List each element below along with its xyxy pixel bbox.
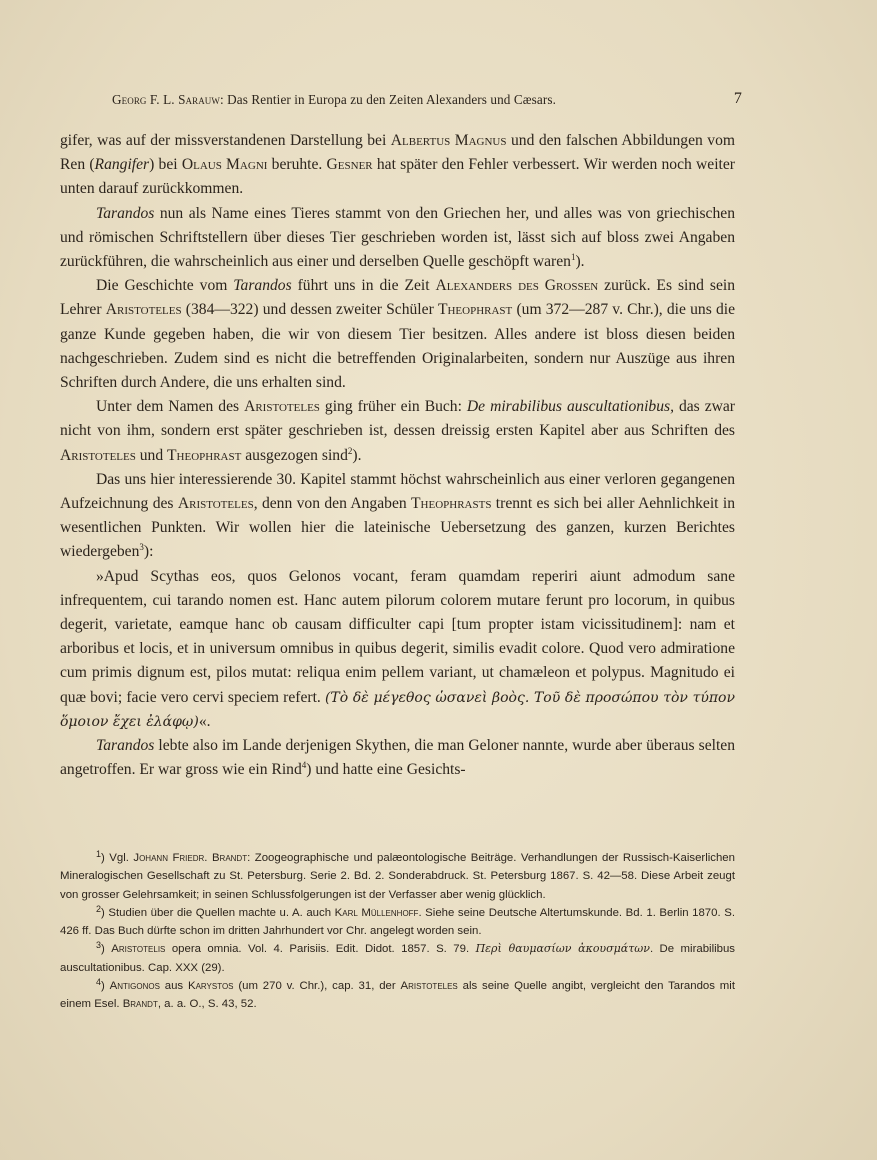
text-run: und xyxy=(135,446,168,464)
header-title: Das Rentier in Europa zu den Zeiten Alexanders und Cæsars. xyxy=(227,92,556,107)
person-name: Aristoteles xyxy=(177,495,254,513)
footnote-2 xyxy=(60,904,735,941)
person-name: Gesner xyxy=(326,156,373,174)
text-run: ) Vgl. xyxy=(101,852,134,864)
text-run: (384—322) und dessen zweiter Schüler xyxy=(181,301,438,319)
person-name: Olaus Magni xyxy=(181,156,268,174)
text-run: , a. a. O., S. 43, 52. xyxy=(157,998,257,1011)
text-run: (um 270 v. Chr.), cap. 31, der xyxy=(233,980,401,993)
text-run: ) xyxy=(101,980,110,993)
footnote-mark: 3 xyxy=(96,940,102,951)
italic-term: Rangifer xyxy=(94,156,150,174)
footnote-mark: 2 xyxy=(96,903,102,914)
footnote-mark: 4 xyxy=(96,977,102,988)
text-run: Das uns hier interessierende 30. Kapitel stammt höchst wahrscheinlich aus einer verloren gegangenen Aufzeichnung des xyxy=(60,470,735,513)
person-name: Aristoteles xyxy=(244,398,320,416)
text-run: beruhte. xyxy=(267,156,327,174)
person-name: Johann Friedr. Brandt xyxy=(133,852,248,864)
person-name: Brandt xyxy=(122,998,158,1011)
person-name: Aristoteles xyxy=(400,980,458,993)
text-run: ): xyxy=(143,543,154,561)
text-run: ) und hatte eine Gesichts- xyxy=(306,761,466,779)
text-run: , denn von den Angaben xyxy=(253,495,412,513)
footnote-3 xyxy=(60,940,735,977)
text-run: ). xyxy=(352,446,362,464)
paragraph-4 xyxy=(60,395,735,468)
person-name: Aristoteles xyxy=(60,446,136,464)
footnote-ref: 2 xyxy=(347,445,353,456)
text-run: ausgezogen sind xyxy=(241,446,348,464)
text-run: Unter dem Namen des xyxy=(96,398,245,416)
page-number: 7 xyxy=(733,90,742,107)
person-name: Theophrast xyxy=(437,301,513,319)
text-run: lebte also im Lande derjenigen Skythen, die man Geloner nannte, wurde aber überaus selten angetroffen. Er war gross wie ein Rind xyxy=(60,737,735,779)
main-text xyxy=(60,129,735,782)
person-name: Alexanders des Grossen xyxy=(435,277,599,295)
footnote-ref: 1 xyxy=(570,252,576,263)
text-run: «. xyxy=(198,712,211,730)
paragraph-5 xyxy=(60,468,735,565)
paragraph-7 xyxy=(60,734,735,782)
text-run: das zwar nicht von ihm, sondern erst später geschrieben ist, dessen dreissig ersten Kapitel aber aus Schriften des xyxy=(60,398,736,440)
text-run: trennt es sich bei aller Aehnlichkeit in wesentlichen Punkten. Wir wollen hier die lateinische Uebersetzung des ganzen, kurzen Berichtes wiedergeben xyxy=(60,495,735,561)
text-run: (um 372—287 v. Chr.), die uns die ganze Kunde gegeben haben, die wir von diesem Tier besitzen. Alles andere ist bloss diesen beiden nachgeschrieben. Zudem sind es nicht die betreffenden Originalarbeiten, sondern nur Auszüge aus ihren Schriften durch Andere, die uns erhalten sind. xyxy=(60,301,736,392)
book-title: De mirabilibus auscultationibus, xyxy=(466,398,674,416)
text-run: . De mirabilibus auscultationibus. Cap. XXX (29). xyxy=(60,943,735,974)
running-header xyxy=(112,92,742,108)
text-run: gifer, was auf der missverstandenen Darstellung bei xyxy=(60,132,391,149)
header-author-last: Sarauw xyxy=(178,92,220,107)
greek-title: Περὶ θαυμασίων ἀκουσμάτων xyxy=(475,942,650,956)
text-run: ) xyxy=(101,943,112,956)
person-name: Aristotelis xyxy=(111,943,166,956)
text-run: als seine Quelle angibt, vergleicht den Tarandos mit einem Esel. xyxy=(60,980,735,1011)
paragraph-3 xyxy=(60,274,735,395)
text-run: aus xyxy=(159,980,188,993)
text-run: opera omnia. Vol. 4. Parisiis. Edit. Didot. 1857. S. 79. xyxy=(165,943,476,956)
header-title-line: Georg F. L. Sarauw: Das Rentier in Europa zu den Zeiten Alexanders und Cæsars. xyxy=(112,92,556,107)
person-name: Aristoteles xyxy=(105,301,182,319)
paragraph-2 xyxy=(60,202,735,275)
text-run: ). xyxy=(575,253,585,271)
paragraph-1 xyxy=(60,129,735,202)
text-run: nun als Name eines Tieres stammt von den Griechen her, und alles was von griechischen und römischen Schriftstellern über dieses Tier geschrieben worden ist, lässt sich auf bloss zwei Angaben zurückführen, die wahrscheinlich aus einer und derselben Quelle geschöpft waren xyxy=(60,204,735,271)
text-run: Die Geschichte vom xyxy=(96,277,234,295)
text-run: ging früher ein Buch: xyxy=(319,398,467,416)
text-run: . Siehe seine Deutsche Altertumskunde. Bd. 1. Berlin 1870. S. 426 ff. Das Buch dürfte schon im dritten Jahrhundert vor Chr. angelegt worden sein. xyxy=(60,906,735,938)
person-name: Theophrasts xyxy=(411,495,492,513)
italic-term: Tarandos xyxy=(96,204,155,222)
footnote-ref: 3 xyxy=(139,542,144,553)
person-name: Antigonos xyxy=(109,980,160,993)
person-name: Theophrast xyxy=(167,446,242,464)
footnote-4 xyxy=(60,977,735,1014)
footnotes xyxy=(60,849,735,1014)
text-run: ) Studien über die Quellen machte u. A. auch xyxy=(101,906,335,919)
text-run: zurück. Es sind sein Lehrer xyxy=(60,277,735,319)
italic-term: Tarandos xyxy=(233,277,292,295)
header-author-first: Georg F. L. xyxy=(112,92,175,107)
text-run: ) bei xyxy=(149,156,182,174)
greek-quote: (Τὸ δὲ μέγεθος ὡσανεὶ βοὸς. Τοῦ δὲ προσώπου τὸν τύπον ὅμοιον ἔχει ἐλάφῳ) xyxy=(60,689,735,730)
text-run: : Zoogeographische und palæontologische Beiträge. Verhandlungen der Russisch-Kaiserlichen Mineralogischen Gesellschaft zu St. Petersburg. Serie 2. Bd. 2. Sonderabdruck. St. Petersburg 1867. S. 42—58. Diese Arbeit zeugt von grosser Gelehrsamkeit; in seinen Schlussfolgerungen ist der Verfasser aber wenig glücklich. xyxy=(60,852,735,901)
text-run: und den falschen Abbildungen vom Ren ( xyxy=(60,132,736,174)
person-name: Karl Müllenhoff xyxy=(334,906,419,919)
footnote-mark: 1 xyxy=(96,849,102,859)
footnote-1 xyxy=(60,849,735,904)
footnote-ref: 4 xyxy=(301,760,307,771)
person-name: Albertus Magnus xyxy=(390,132,507,149)
italic-term: Tarandos xyxy=(96,737,155,755)
text-run: führt uns in die Zeit xyxy=(291,277,436,295)
text-run: hat später den Fehler verbessert. Wir werden noch weiter unten darauf zurückkommen. xyxy=(60,156,735,198)
text-run: »Apud Scythas eos, quos Gelonos vocant, feram quamdam reperiri aiunt admodum sane infrequentem, cui tarando nomen est. Hanc autem pilorum colorem mutare ferunt pro locorum, in quibus degerit, varietate, eamque hanc ob causam difficulter capi [tum propter istam vicissitudinem]: nam et arboribus et locis, et in universum omnibus in quibus degerit, similis evadit colore. Quod vero admiratione cum primis dignum est, pilos mutat: reliqua enim pellem variant, ut chamæleon et polypus. Magnitudo ei quæ bovi; facie vero cervi speciem refert. xyxy=(60,567,735,706)
paragraph-6-latin-quote xyxy=(60,565,735,734)
place-name: Karystos xyxy=(187,980,234,993)
